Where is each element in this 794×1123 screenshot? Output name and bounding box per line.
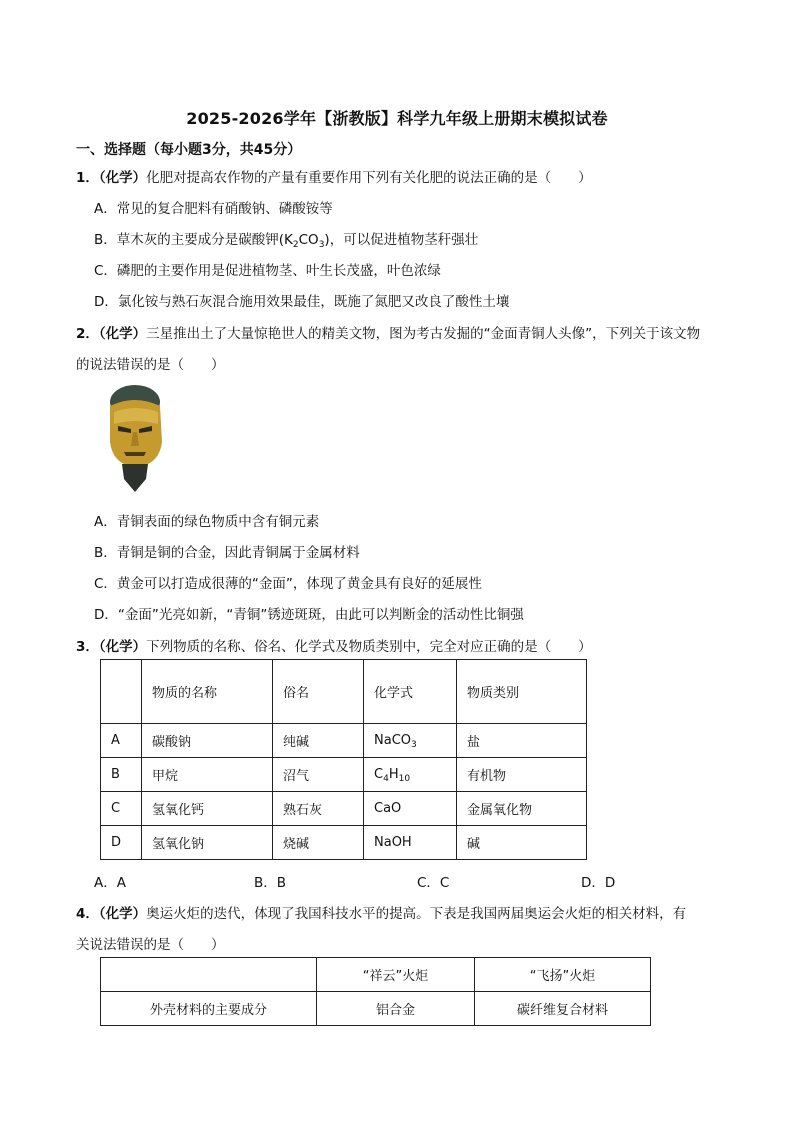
torch-table	[100, 957, 651, 1026]
question-tag: （化学）	[98, 906, 147, 922]
header-cell: 物质类别	[457, 660, 587, 724]
option-tail: )，可以促进植物茎秆强壮	[324, 232, 479, 248]
answer-c: C．C	[417, 875, 450, 891]
table-cell: 碳纤维复合材料	[475, 992, 651, 1026]
substance-name: 碳酸钠	[142, 724, 273, 758]
option-text: B．草木灰的主要成分是碳酸钾(K	[94, 232, 293, 248]
option-b: B．青铜是铜的合金，因此青铜属于金属材料	[94, 545, 360, 561]
answer-d: D．D	[581, 875, 616, 891]
formula-part: C	[374, 767, 384, 782]
formula-part: H	[388, 767, 399, 782]
header-cell	[101, 660, 142, 724]
header-cell: “飞扬”火炬	[475, 958, 651, 992]
row-label: D	[101, 826, 142, 860]
table-row	[101, 758, 587, 792]
table-header-row	[101, 958, 651, 992]
header-cell: 化学式	[364, 660, 457, 724]
table-row	[101, 792, 587, 826]
table-cell: 铝合金	[317, 992, 475, 1026]
question-number: 2．	[76, 326, 99, 342]
table-row	[101, 826, 587, 860]
page-title: 2025-2026学年【浙教版】科学九年级上册期末模拟试卷	[186, 109, 608, 128]
substance-type: 盐	[457, 724, 587, 758]
option-b	[94, 228, 478, 248]
substance-table	[100, 659, 587, 860]
common-name: 烧碱	[273, 826, 364, 860]
formula	[364, 758, 457, 792]
substance-name: 氢氧化钠	[142, 826, 273, 860]
row-label: 外壳材料的主要成分	[101, 992, 317, 1026]
option-c: C．磷肥的主要作用是促进植物茎、叶生长茂盛，叶色浓绿	[94, 263, 441, 279]
question-number: 1．	[76, 170, 99, 186]
question-text: 化肥对提高农作物的产量有重要作用下列有关化肥的说法正确的是（ ）	[146, 170, 592, 186]
option-c: C．黄金可以打造成很薄的“金面”，体现了黄金具有良好的延展性	[94, 576, 482, 592]
question-number: 4．	[76, 906, 99, 922]
substance-type: 金属氧化物	[457, 792, 587, 826]
table-row	[101, 724, 587, 758]
question-tag: （化学）	[98, 170, 147, 186]
question-tag: （化学）	[98, 326, 147, 342]
formula-part: CO	[298, 232, 319, 248]
question-number: 3．	[76, 639, 99, 655]
substance-type: 有机物	[457, 758, 587, 792]
row-label: B	[101, 758, 142, 792]
subscript: 4	[383, 774, 389, 784]
question-3	[76, 635, 592, 655]
row-label: A	[101, 724, 142, 758]
subscript: 3	[318, 240, 325, 250]
common-name: 熟石灰	[273, 792, 364, 826]
common-name: 纯碱	[273, 724, 364, 758]
formula: NaOH	[364, 826, 457, 860]
header-cell: 物质的名称	[142, 660, 273, 724]
substance-type: 碱	[457, 826, 587, 860]
header-cell: 俗名	[273, 660, 364, 724]
question-text: 奥运火炬的迭代，体现了我国科技水平的提高。下表是我国两届奥运会火炬的相关材料，有	[146, 906, 687, 922]
question-4	[76, 902, 686, 922]
subscript: 3	[411, 740, 417, 750]
answer-a: A．A	[94, 875, 126, 891]
option-a: A．常见的复合肥料有硝酸钠、磷酸铵等	[94, 201, 333, 217]
row-label: C	[101, 792, 142, 826]
common-name: 沼气	[273, 758, 364, 792]
table-header-row	[101, 660, 587, 724]
substance-name: 氢氧化钙	[142, 792, 273, 826]
question-2	[76, 322, 700, 342]
bronze-head-image	[104, 384, 168, 494]
formula-part: NaCO	[374, 733, 412, 748]
subscript: 2	[292, 240, 299, 250]
formula: CaO	[364, 792, 457, 826]
section-heading: 一、选择题（每小题3分，共45分）	[76, 142, 302, 158]
answer-b: B．B	[254, 875, 287, 891]
question-text-cont: 关说法错误的是（ ）	[76, 937, 225, 953]
question-text: 三星推出土了大量惊艳世人的精美文物，图为考古发掘的“金面青铜人头像”，下列关于该文物	[146, 326, 701, 342]
question-text: 下列物质的名称、俗名、化学式及物质类别中，完全对应正确的是（ ）	[146, 639, 592, 655]
question-tag: （化学）	[98, 639, 147, 655]
option-a: A．青铜表面的绿色物质中含有铜元素	[94, 514, 320, 530]
option-d: D．氯化铵与熟石灰混合施用效果最佳，既施了氮肥又改良了酸性土壤	[94, 294, 510, 310]
question-text-cont: 的说法错误的是（ ）	[76, 357, 225, 373]
table-row	[101, 992, 651, 1026]
header-cell	[101, 958, 317, 992]
formula	[364, 724, 457, 758]
substance-name: 甲烷	[142, 758, 273, 792]
subscript: 10	[398, 774, 411, 784]
question-1	[76, 166, 592, 186]
option-d: D．“金面”光亮如新，“青铜”锈迹斑斑，由此可以判断金的活动性比铜强	[94, 607, 524, 623]
header-cell: “祥云”火炬	[317, 958, 475, 992]
